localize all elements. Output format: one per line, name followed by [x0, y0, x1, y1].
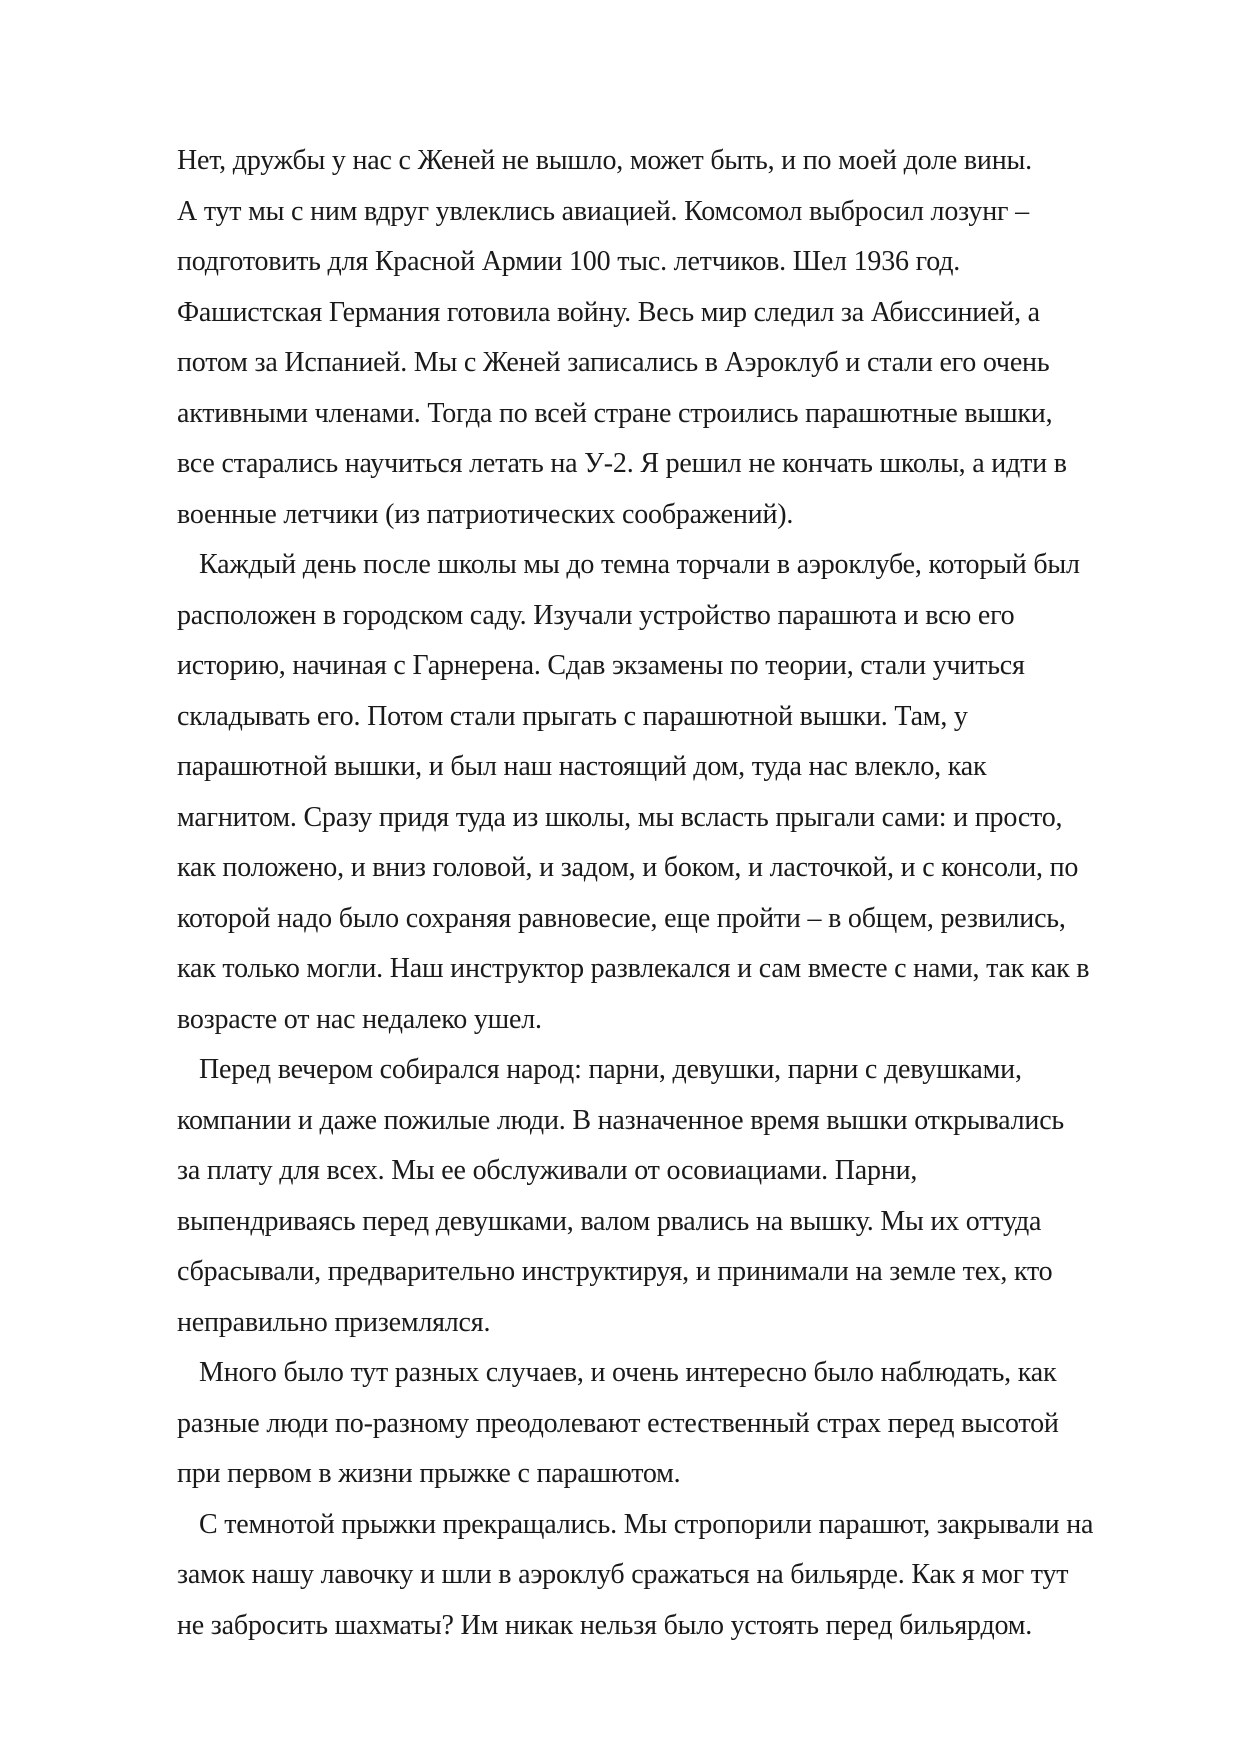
text-line: как только могли. Наш инструктор развлекался и сам вместе с нами, так как в	[177, 953, 1090, 984]
text-line: складывать его. Потом стали прыгать с парашютной вышки. Там, у	[177, 700, 968, 732]
text-line: как положено, и вниз головой, и задом, и боком, и ласточкой, и с консоли, по	[177, 852, 1079, 883]
text-line: при первом в жизни прыжке с парашютом.	[177, 1458, 681, 1489]
text-line: выпендриваясь перед девушками, валом рвались на вышку. Мы их оттуда	[177, 1205, 1042, 1237]
text-line: все старались научиться летать на У-2. Я решил не кончать школы, а идти в	[177, 448, 1067, 479]
text-line: за плату для всех. Мы ее обслуживали от осовиациами. Парни,	[177, 1155, 918, 1186]
text-line: сбрасывали, предварительно инструктируя, и принимали на земле тех, кто	[177, 1256, 1053, 1287]
text-line: военные летчики (из патриотических соображений).	[177, 498, 794, 530]
text-line: Нет, дружбы у нас с Женей не вышло, может быть, и по моей доле вины.	[177, 145, 1032, 176]
text-line: парашютной вышки, и был наш настоящий дом, туда нас влекло, как	[177, 751, 987, 782]
text-line: расположен в городском саду. Изучали устройство парашюта и всю его	[177, 599, 1015, 631]
paragraph-first-line: Много было тут разных случаев, и очень интересно было наблюдать, как	[199, 1357, 1057, 1388]
text-line: неправильно приземлялся.	[177, 1306, 491, 1338]
text-line: не забросить шахматы? Им никак нельзя было устоять перед бильярдом.	[177, 1609, 1033, 1641]
text-line: подготовить для Красной Армии 100 тыс. летчиков. Шел 1936 год.	[177, 246, 961, 277]
text-line: потом за Испанией. Мы с Женей записались в Аэроклуб и стали его очень	[177, 347, 1050, 378]
text-line: компании и даже пожилые люди. В назначенное время вышки открывались	[177, 1104, 1065, 1136]
paragraph-first-line: С темнотой прыжки прекращались. Мы стропорили парашют, закрывали на	[199, 1508, 1094, 1540]
text-line: разные люди по-разному преодолевают естественный страх перед высотой	[177, 1407, 1059, 1439]
body-text	[177, 136, 1177, 1651]
text-line: возрасте от нас недалеко ушел.	[177, 1003, 542, 1035]
paragraph-first-line: Каждый день после школы мы до темна торчали в аэроклубе, который был	[199, 549, 1080, 580]
text-line: историю, начиная с Гарнерена. Сдав экзамены по теории, стали учиться	[177, 650, 1025, 681]
paragraph-first-line: Перед вечером собирался народ: парни, девушки, парни с девушками,	[199, 1054, 1022, 1085]
text-line: магнитом. Сразу придя туда из школы, мы всласть прыгали сами: и просто,	[177, 801, 1063, 833]
text-line: А тут мы с ним вдруг увлеклись авиацией. Комсомол выбросил лозунг –	[177, 195, 1029, 227]
text-line: Фашистская Германия готовила войну. Весь мир следил за Абиссинией, а	[177, 296, 1040, 328]
text-line: активными членами. Тогда по всей стране строились парашютные вышки,	[177, 397, 1053, 429]
text-line: замок нашу лавочку и шли в аэроклуб сражаться на бильярде. Как я мог тут	[177, 1559, 1069, 1590]
text-line: которой надо было сохраняя равновесие, еще пройти – в общем, резвились,	[177, 902, 1066, 934]
